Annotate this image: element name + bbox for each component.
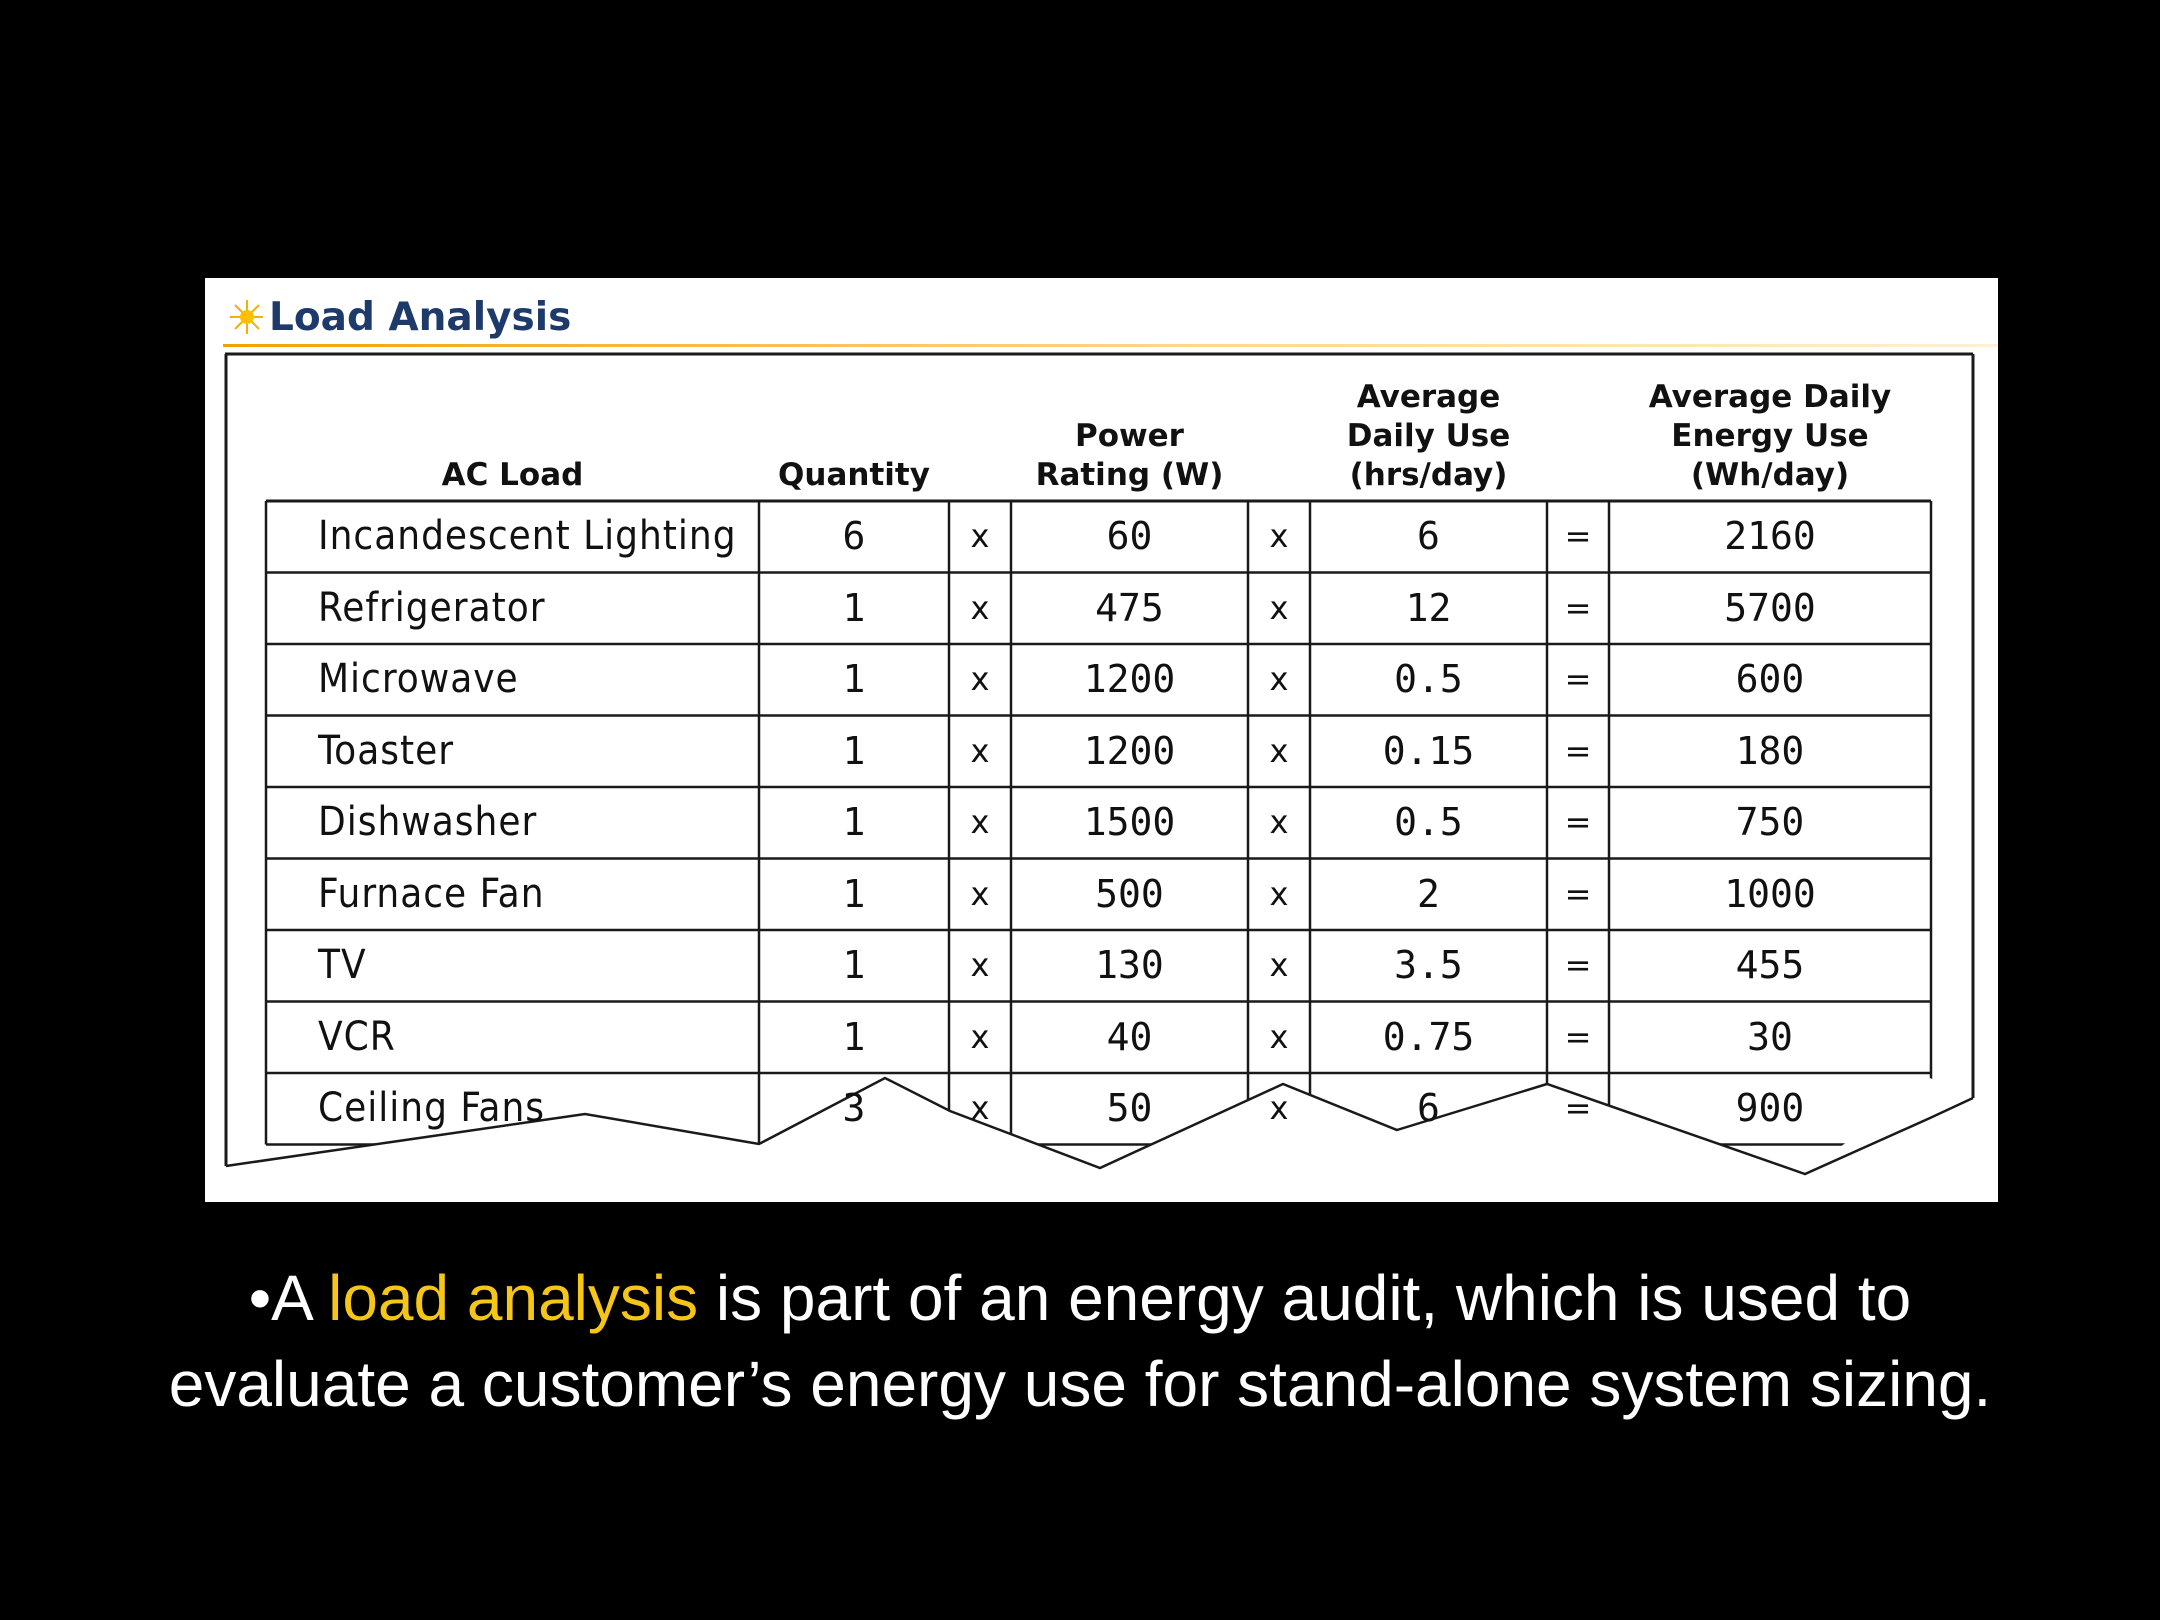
cell-hours: 0.75 — [1382, 1014, 1475, 1059]
operator-equals: = — [1564, 1089, 1592, 1127]
header-line: Average — [1356, 379, 1501, 415]
operator-multiply: x — [1269, 1089, 1289, 1127]
operator-multiply: x — [1269, 660, 1289, 698]
cell-power: 1200 — [1083, 657, 1176, 701]
header-line: Average Daily — [1648, 379, 1892, 415]
cell-quantity: 1 — [842, 871, 866, 916]
cell-power: 1200 — [1083, 728, 1176, 773]
operator-equals: = — [1564, 946, 1592, 984]
cell-hours: 3.5 — [1394, 943, 1463, 987]
cell-energy: 1000 — [1724, 871, 1816, 916]
cell-load-name: Refrigerator — [318, 584, 546, 631]
operator-multiply: x — [1269, 874, 1289, 913]
cell-load-name: Microwave — [318, 656, 519, 702]
cell-power: 50 — [1106, 1086, 1153, 1130]
header-line: (hrs/day) — [1349, 457, 1508, 493]
cell-load-name: Ceiling Fans — [318, 1085, 546, 1131]
load-analysis-figure — [205, 278, 1998, 1202]
cell-hours: 6 — [1417, 1086, 1440, 1130]
header-ac-load — [266, 456, 759, 495]
cell-power: 475 — [1095, 585, 1164, 630]
operator-multiply: x — [1269, 731, 1289, 770]
cell-quantity: 1 — [842, 657, 866, 701]
header-line: (Wh/day) — [1690, 457, 1850, 493]
operator-equals: = — [1564, 1017, 1592, 1056]
operator-multiply: x — [1269, 946, 1289, 984]
operator-equals: = — [1564, 731, 1592, 770]
operator-multiply: x — [970, 517, 990, 555]
operator-multiply: x — [970, 1089, 990, 1127]
operator-equals: = — [1564, 588, 1592, 627]
cell-energy: 455 — [1735, 943, 1805, 987]
cell-energy: 750 — [1735, 800, 1805, 844]
cell-hours: 0.15 — [1382, 728, 1475, 773]
caption-highlight: load analysis — [328, 1262, 699, 1334]
header-line: Daily Use — [1346, 418, 1511, 454]
cell-quantity: 3 — [842, 1086, 866, 1130]
caption — [150, 1255, 2010, 1427]
cell-quantity: 6 — [842, 514, 866, 558]
cell-power: 130 — [1095, 943, 1164, 987]
operator-equals: = — [1564, 660, 1592, 698]
header-daily-use — [1310, 378, 1547, 495]
cell-quantity: 1 — [842, 585, 866, 630]
operator-multiply: x — [1269, 517, 1289, 555]
cell-energy: 180 — [1735, 728, 1805, 773]
cell-energy: 600 — [1735, 657, 1805, 701]
header-quantity — [759, 456, 949, 495]
cell-load-name: VCR — [318, 1013, 396, 1060]
operator-multiply: x — [970, 1017, 990, 1056]
operator-equals: = — [1564, 517, 1592, 555]
cell-hours: 2 — [1417, 871, 1440, 916]
operator-multiply: x — [970, 660, 990, 698]
header-line: AC Load — [441, 457, 584, 493]
header-line: Rating (W) — [1035, 457, 1224, 493]
cell-power: 1500 — [1083, 800, 1176, 844]
operator-multiply: x — [1269, 803, 1289, 841]
cell-hours: 12 — [1405, 585, 1452, 630]
cell-hours: 0.5 — [1394, 657, 1463, 701]
figure-bottom-margin — [205, 1178, 1998, 1202]
cell-energy: 2160 — [1724, 514, 1816, 558]
operator-multiply: x — [970, 946, 990, 984]
cell-power: 500 — [1095, 871, 1164, 916]
operator-multiply: x — [1269, 588, 1289, 627]
cell-energy: 30 — [1747, 1014, 1793, 1059]
operator-multiply: x — [1269, 1017, 1289, 1056]
caption-bullet: •A — [248, 1262, 329, 1334]
header-line: Power — [1075, 418, 1184, 454]
cell-hours: 6 — [1417, 514, 1440, 558]
caption-text: is part of an energy audit, which is used to evaluate a customer’s energy use for stand-alone system sizing. — [168, 1262, 1992, 1420]
cell-energy: 5700 — [1724, 585, 1816, 630]
header-energy-use — [1609, 378, 1931, 495]
cell-load-name: Incandescent Lighting — [318, 513, 737, 559]
cell-load-name: Toaster — [318, 727, 455, 774]
operator-equals: = — [1564, 803, 1592, 841]
cell-quantity: 1 — [842, 800, 866, 844]
cell-power: 60 — [1106, 514, 1153, 558]
header-power-rating — [1011, 417, 1248, 495]
cell-power: 40 — [1106, 1014, 1153, 1059]
cell-energy: 900 — [1735, 1086, 1805, 1130]
cell-quantity: 1 — [842, 1014, 866, 1059]
cell-load-name: TV — [318, 942, 367, 988]
operator-multiply: x — [970, 588, 990, 627]
operator-multiply: x — [970, 731, 990, 770]
cell-quantity: 1 — [842, 943, 866, 987]
cell-hours: 0.5 — [1394, 800, 1463, 844]
cell-load-name: Dishwasher — [318, 799, 538, 845]
cell-quantity: 1 — [842, 728, 866, 773]
header-line: Energy Use — [1671, 418, 1869, 454]
cell-load-name: Furnace Fan — [318, 870, 545, 917]
operator-multiply: x — [970, 803, 990, 841]
figure-title: Load Analysis — [269, 294, 572, 340]
header-line: Quantity — [778, 457, 930, 493]
operator-equals: = — [1564, 874, 1592, 913]
operator-multiply: x — [970, 874, 990, 913]
